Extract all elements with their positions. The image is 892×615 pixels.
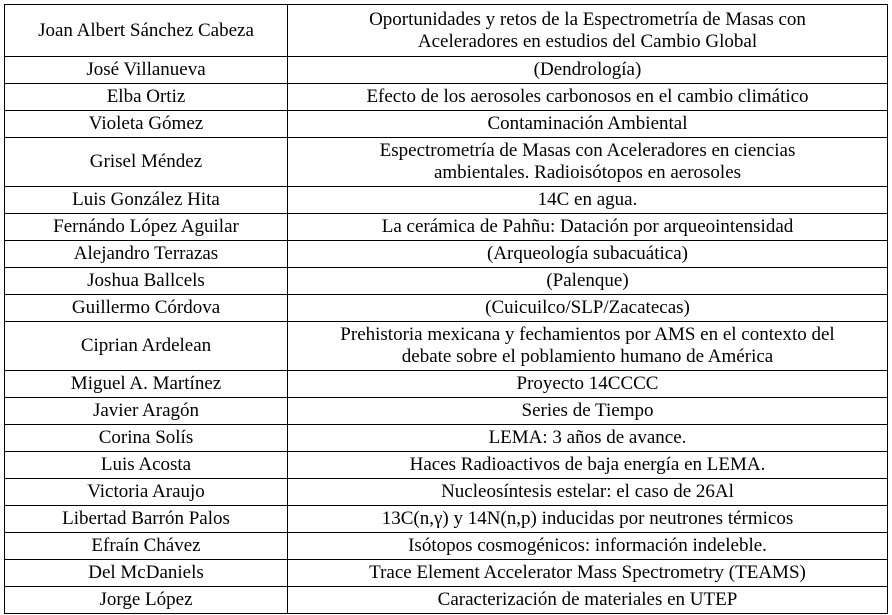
talk-topic-cell <box>288 268 888 295</box>
topic-line: Series de Tiempo <box>521 400 654 421</box>
topic-line: (Palenque) <box>546 270 629 291</box>
topic-line: (Arqueología subacuática) <box>487 243 688 264</box>
talk-topic-cell <box>288 587 888 614</box>
speaker-name-cell: Joshua Ballcels <box>5 268 288 295</box>
table-row <box>5 452 888 479</box>
speaker-name-cell: Guillermo Córdova <box>5 295 288 322</box>
topic-line: (Cuicuilco/SLP/Zacatecas) <box>485 297 690 318</box>
speaker-name-cell: Victoria Araujo <box>5 479 288 506</box>
talk-topic-cell <box>288 452 888 479</box>
table-row <box>5 371 888 398</box>
topic-line: 13C(n,γ) y 14N(n,p) inducidas por neutrones térmicos <box>381 508 794 529</box>
speaker-name-cell: Efraín Chávez <box>5 533 288 560</box>
table-row <box>5 533 888 560</box>
topic-line: Isótopos cosmogénicos: información indeleble. <box>408 535 767 556</box>
topic-line: Contaminación Ambiental <box>487 113 688 134</box>
topic-line: Efecto de los aerosoles carbonosos en el cambio climático <box>366 86 809 107</box>
table-row <box>5 322 888 371</box>
table-row <box>5 214 888 241</box>
talk-topic-cell <box>288 425 888 452</box>
table-row <box>5 560 888 587</box>
speaker-topic-table <box>4 4 888 614</box>
speaker-name-cell: Luis Acosta <box>5 452 288 479</box>
talk-topic-cell <box>288 560 888 587</box>
talk-topic-cell <box>288 187 888 214</box>
speaker-name-cell: Joan Albert Sánchez Cabeza <box>5 5 288 57</box>
topic-line: Nucleosíntesis estelar: el caso de 26Al <box>441 481 734 502</box>
speaker-name-cell: Alejandro Terrazas <box>5 241 288 268</box>
speaker-name-cell: Corina Solís <box>5 425 288 452</box>
topic-line: Aceleradores en estudios del Cambio Global <box>417 30 758 52</box>
speaker-name-cell: Grisel Méndez <box>5 138 288 187</box>
speaker-name-cell: Ciprian Ardelean <box>5 322 288 371</box>
topic-line: Caracterización de materiales en UTEP <box>437 589 738 610</box>
table-body <box>5 5 888 614</box>
speaker-name-cell: Jorge López <box>5 587 288 614</box>
table-row <box>5 268 888 295</box>
topic-line: 14C en agua. <box>537 189 638 210</box>
speaker-name-cell: José Villanueva <box>5 57 288 84</box>
talk-topic-cell <box>288 138 888 187</box>
table-row <box>5 111 888 138</box>
speaker-name-cell: Fernándo López Aguilar <box>5 214 288 241</box>
speaker-name-cell: Miguel A. Martínez <box>5 371 288 398</box>
table-row <box>5 398 888 425</box>
topic-line: Prehistoria mexicana y fechamientos por AMS en el contexto del <box>340 324 835 345</box>
speaker-name-cell: Javier Aragón <box>5 398 288 425</box>
talk-topic-cell <box>288 214 888 241</box>
talk-topic-cell <box>288 479 888 506</box>
table-row <box>5 84 888 111</box>
talk-topic-cell <box>288 371 888 398</box>
speaker-name-cell: Elba Ortiz <box>5 84 288 111</box>
speaker-name-cell: Luis González Hita <box>5 187 288 214</box>
talk-topic-cell <box>288 533 888 560</box>
talk-topic-cell <box>288 322 888 371</box>
topic-line: Haces Radioactivos de baja energía en LEMA. <box>409 454 766 475</box>
table-row <box>5 506 888 533</box>
table-row <box>5 425 888 452</box>
topic-line: (Dendrología) <box>533 59 642 80</box>
table-row <box>5 479 888 506</box>
talk-topic-cell <box>288 295 888 322</box>
table-row <box>5 295 888 322</box>
topic-line: LEMA: 3 años de avance. <box>488 427 687 448</box>
speaker-name-cell: Libertad Barrón Palos <box>5 506 288 533</box>
topic-line: ambientales. Radioisótopos en aerosoles <box>433 162 742 183</box>
topic-line: debate sobre el poblamiento humano de América <box>401 346 774 367</box>
topic-line: Oportunidades y retos de la Espectrometría de Masas con <box>369 8 806 30</box>
talk-topic-cell <box>288 5 888 57</box>
talk-topic-cell <box>288 84 888 111</box>
talk-topic-cell <box>288 506 888 533</box>
talk-topic-cell <box>288 241 888 268</box>
topic-line: Trace Element Accelerator Mass Spectrometry (TEAMS) <box>369 562 806 583</box>
table-row <box>5 241 888 268</box>
speaker-name-cell: Violeta Gómez <box>5 111 288 138</box>
table-row <box>5 587 888 614</box>
talk-topic-cell <box>288 57 888 84</box>
table-row <box>5 138 888 187</box>
table-row <box>5 5 888 57</box>
topic-line: La cerámica de Pahñu: Datación por arqueointensidad <box>381 216 794 237</box>
table-row <box>5 187 888 214</box>
topic-line: Proyecto 14CCCC <box>516 373 659 394</box>
speaker-name-cell: Del McDaniels <box>5 560 288 587</box>
topic-line: Espectrometría de Masas con Aceleradores en ciencias <box>379 140 796 161</box>
table-row <box>5 57 888 84</box>
talk-topic-cell <box>288 398 888 425</box>
talk-topic-cell <box>288 111 888 138</box>
